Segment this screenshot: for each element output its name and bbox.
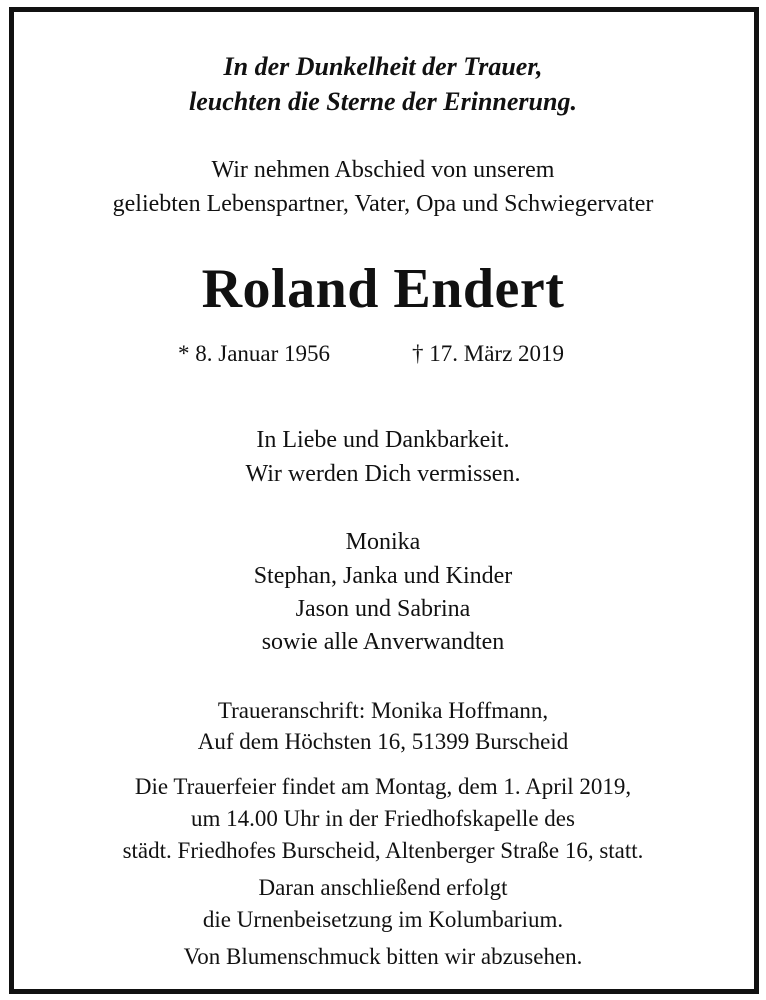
ceremony-line-3: städt. Friedhofes Burscheid, Altenberger Straße 16, statt.: [122, 838, 644, 863]
birth-date: * 8. Januar 1956: [178, 341, 331, 366]
mourner-4: sowie alle Anverwandten: [261, 629, 505, 655]
mourner-1: Monika: [345, 529, 421, 555]
ceremony-line-1: Die Trauerfeier findet am Montag, dem 1. April 2019,: [134, 774, 632, 799]
intro-line-1: Wir nehmen Abschied von unserem: [211, 157, 555, 183]
farewell-line-2: Wir werden Dich vermissen.: [245, 461, 521, 487]
intro-line-2: geliebten Lebenspartner, Vater, Opa und Schwiegervater: [112, 191, 654, 217]
motto-line-2: leuchten die Sterne der Erinnerung.: [189, 87, 577, 116]
mourner-3: Jason und Sabrina: [295, 596, 471, 622]
mourner-2: Stephan, Janka und Kinder: [253, 563, 513, 589]
address-line-2: Auf dem Höchsten 16, 51399 Burscheid: [197, 729, 569, 754]
burial-line-2: die Urnenbeisetzung im Kolumbarium.: [202, 907, 564, 932]
motto-line-1: In der Dunkelheit der Trauer,: [223, 52, 543, 81]
flowers-note: Von Blumenschmuck bitten wir abzusehen.: [183, 944, 583, 969]
death-date: † 17. März 2019: [412, 341, 565, 366]
burial-line-1: Daran anschließend erfolgt: [258, 875, 508, 900]
deceased-name: Roland Endert: [201, 258, 565, 320]
address-line-1: Traueranschrift: Monika Hoffmann,: [217, 698, 549, 723]
farewell-line-1: In Liebe und Dankbarkeit.: [256, 427, 510, 453]
ceremony-line-2: um 14.00 Uhr in der Friedhofskapelle des: [191, 806, 575, 831]
